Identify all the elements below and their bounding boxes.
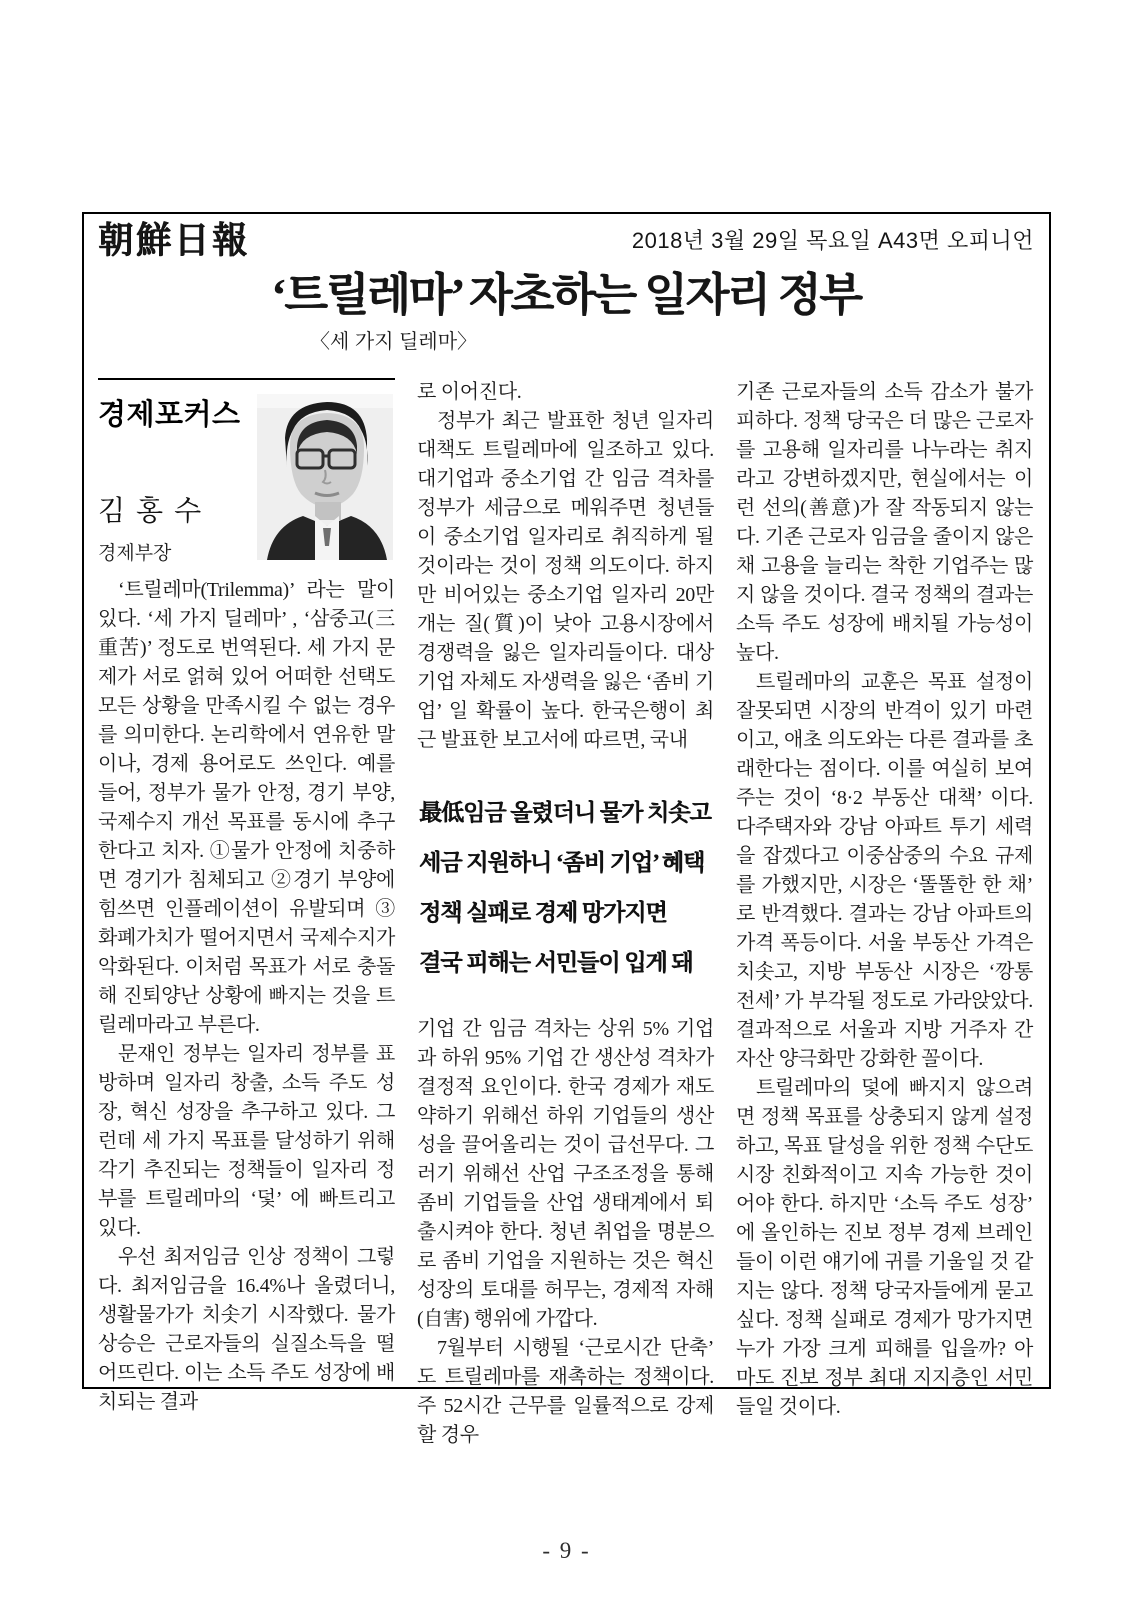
paragraph: 기존 근로자들의 소득 감소가 불가피하다. 정책 당국은 더 많은 근로자를 고용해 일자리를 나누라는 취지라고 강변하겠지만, 현실에서는 이런 선의(善意)가 잘 작동되지 않는다. 기존 근로자 임금을 줄이지 않은 채 고용을 늘리는 착한 기업주는 많지 않을 것이다. 결국 정책의 결과는 소득 주도 성장에 배치될 가능성이 높다. [736,381,1033,664]
pull-quote-line: 세금 지원하니 ‘좀비 기업’ 혜택 [419,850,705,875]
article-columns [98,378,1034,1450]
pull-quote-line: 정책 실패로 경제 망가지면 [419,900,667,925]
author-photo [257,394,393,560]
masthead [98,218,1034,266]
dateline: 2018년 3월 29일 목요일 A43면 오피니언 [631,228,1034,253]
kicker-rule [98,378,395,380]
pull-quote-line: 결국 피해는 서민들이 입게 돼 [419,950,693,975]
paragraph: 7월부터 시행될 ‘근로시간 단축’ 도 트릴레마를 재촉하는 정책이다. 주 52시간 근무를 일률적으로 강제할 경우 [417,1337,714,1446]
pull-quote [419,788,714,988]
paragraph: 우선 최저임금 인상 정책이 그렇다. 최저임금을 16.4%나 올렸더니, 생활물가가 치솟기 시작했다. 물가 상승은 근로자들의 실질소득을 떨어뜨린다. 이는 소득 주도 성장에 배치되는 결과 [98,1246,395,1413]
pull-quote-line: 最低임금 올렸더니 물가 치솟고 [419,800,711,825]
headline: ‘트릴레마’ 자초하는 일자리 정부 [271,270,861,320]
paragraph: 트릴레마의 덫에 빠지지 않으려면 정책 목표를 상충되지 않게 설정하고, 목표 달성을 위한 정책 수단도 시장 친화적이고 지속 가능한 것이어야 한다. 하지만 ‘소득 주도 성장’ 에 올인하는 진보 정부 경제 브레인들이 이런 얘기에 귀를 기울일 것 같지는 않다. 정책 당국자들에게 묻고 싶다. 정책 실패로 경제가 망가지면 누가 가장 크게 피해를 입을까? 아마도 진보 정부 최대 지지층인 서민들일 것이다. [736,1077,1033,1418]
paragraph: 로 이어진다. [417,381,522,403]
column-left [98,378,395,1450]
article-box [82,212,1051,1446]
column-middle [417,378,714,1450]
headline-subtitle: 〈세 가지 딜레마〉 [310,331,478,353]
paragraph: 문재인 정부는 일자리 정부를 표방하며 일자리 창출, 소득 주도 성장, 혁신 성장을 추구하고 있다. 그런데 세 가지 목표를 달성하기 위해 각기 추진되는 정책들이 일자리 정부를 트릴레마의 ‘덫’ 에 빠트리고 있다. [98,1043,395,1239]
paragraph: 정부가 최근 발표한 청년 일자리 대책도 트릴레마에 일조하고 있다. 대기업과 중소기업 간 임금 격차를 정부가 세금으로 메워주면 청년들이 중소기업 일자리로 취직하게 될 것이라는 것이 정책 의도이다. 하지만 비어있는 중소기업 일자리 20만 개는 질(質)이 낮아 고용시장에서 경쟁력을 잃은 일자리들이다. 대상 기업 자체도 자생력을 잃은 ‘좀비 기업’ 일 확률이 높다. 한국은행이 최근 발표한 보고서에 따르면, 국내 [417,410,714,751]
paragraph: 기업 간 임금 격차는 상위 5% 기업과 하위 95% 기업 간 생산성 격차가 결정적 요인이다. 한국 경제가 재도약하기 위해선 하위 기업들의 생산성을 끌어올리는 것이 급선무다. 그러기 위해선 산업 구조조정을 통해 좀비 기업들을 산업 생태계에서 퇴출시켜야 한다. 청년 취업을 명분으로 좀비 기업을 지원하는 것은 혁신성장의 토대를 허무는, 경제적 자해(自害) 행위에 가깝다. [417,1018,714,1330]
author-name: 김 홍 수 [98,496,204,527]
paragraph: ‘트릴레마(Trilemma)’ 라는 말이 있다. ‘세 가지 딜레마’ , ‘삼중고(三重苦)’ 정도로 번역된다. 세 가지 문제가 서로 얽혀 있어 어떠한 선택도 모든 상황을 만족시킬 수 없는 경우를 의미한다. 논리학에서 연유한 말이나, 경제 용어로도 쓰인다. 예를 들어, 정부가 물가 안정, 경기 부양, 국제수지 개선 목표를 동시에 추구한다고 치자. ①물가 안정에 치중하면 경기가 침체되고 ②경기 부양에 힘쓰면 인플레이션이 유발되며 ③화폐가치가 떨어지면서 국제수지가 악화된다. 이처럼 목표가 서로 충돌해 진퇴양난 상황에 빠지는 것을 트릴레마라고 부른다. [98,579,395,1036]
author-title: 경제부장 [98,543,172,564]
newspaper-logo: 朝鮮日報 [98,220,251,261]
page-number: - 9 - [542,1538,591,1563]
paragraph: 트릴레마의 교훈은 목표 설정이 잘못되면 시장의 반격이 있기 마련이고, 애초 의도와는 다른 결과를 초래한다는 점이다. 이를 여실히 보여주는 것이 ‘8·2 부동산 대책’ 이다. 다주택자와 강남 아파트 투기 세력을 잡겠다고 이중삼중의 수요 규제를 가했지만, 시장은 ‘똘똘한 한 채’ 로 반격했다. 결과는 강남 아파트의 가격 폭등이다. 서울 부동산 가격은 치솟고, 지방 부동산 시장은 ‘깡통 전세’ 가 부각될 정도로 가라앉았다. 결과적으로 서울과 지방 거주자 간 자산 양극화만 강화한 꼴이다. [736,671,1033,1070]
column-right [736,378,1033,1450]
author-block [98,378,395,576]
section-kicker: 경제포커스 [98,399,241,431]
